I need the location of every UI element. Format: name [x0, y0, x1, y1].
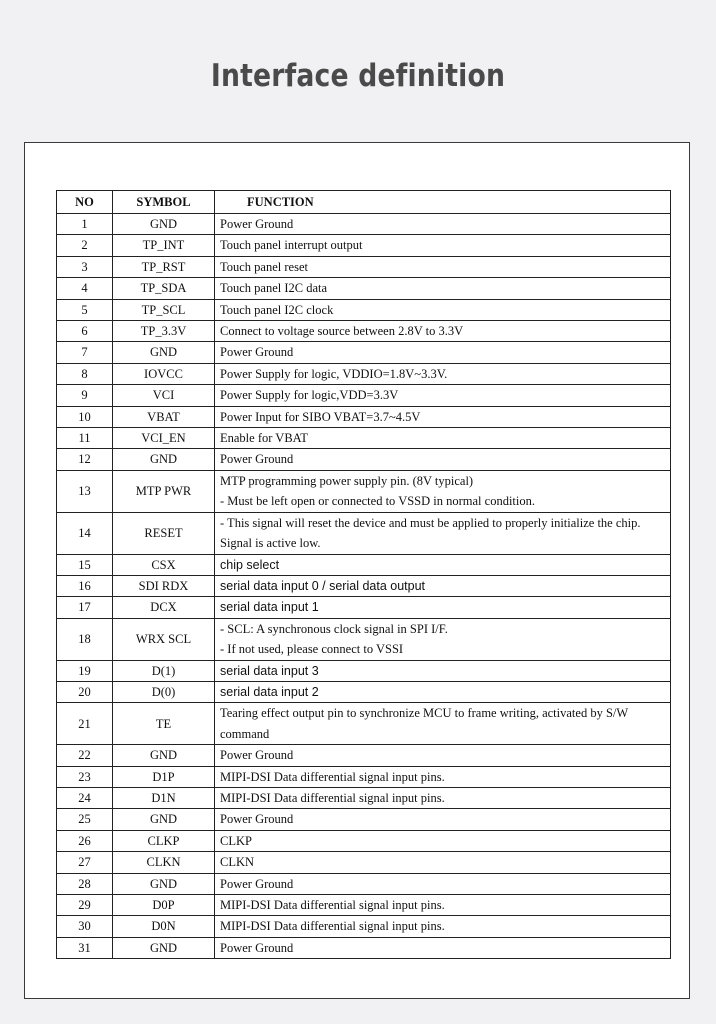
pin-function-cell [215, 681, 671, 702]
function-line: Power Supply for logic, VDDIO=1.8V~3.3V. [220, 366, 448, 381]
table-row [57, 895, 671, 916]
pin-symbol-cell: TP_RST [113, 256, 215, 277]
function-line: Touch panel interrupt output [220, 238, 363, 253]
pin-symbol-cell: CLKP [113, 830, 215, 851]
function-line: chip select [220, 557, 280, 572]
function-line: - SCL: A synchronous clock signal in SPI I/F. [220, 621, 448, 636]
header-no: NO [57, 191, 113, 214]
pin-symbol-cell: IOVCC [113, 363, 215, 384]
pin-function-cell [215, 787, 671, 808]
function-line: command [220, 726, 270, 741]
document-frame [24, 142, 690, 999]
pin-function-cell [215, 449, 671, 470]
pin-symbol-cell: RESET [113, 512, 215, 554]
header-function: FUNCTION [215, 191, 671, 214]
function-line: serial data input 3 [220, 663, 319, 678]
function-line: MIPI-DSI Data differential signal input pins. [220, 898, 445, 912]
pin-symbol-cell: TP_3.3V [113, 321, 215, 342]
pin-symbol-cell: D(1) [113, 660, 215, 681]
table-row [57, 766, 671, 787]
function-line: Power Ground [220, 217, 294, 231]
table-row [57, 512, 671, 554]
table-row [57, 681, 671, 702]
pin-number-cell: 13 [57, 470, 113, 512]
pin-number-cell: 24 [57, 787, 113, 808]
pin-function-cell [215, 512, 671, 554]
table-row [57, 214, 671, 235]
pin-symbol-cell: D0N [113, 916, 215, 937]
table-row [57, 745, 671, 766]
pin-function-cell [215, 873, 671, 894]
pin-number-cell: 30 [57, 916, 113, 937]
table-row [57, 916, 671, 937]
pin-symbol-cell: D1P [113, 766, 215, 787]
page-title: Interface definition [210, 58, 506, 94]
function-line: Power Ground [220, 940, 294, 955]
function-line: MIPI-DSI Data differential signal input pins. [220, 769, 445, 784]
table-row [57, 256, 671, 277]
pin-symbol-cell: GND [113, 937, 215, 958]
function-line: Tearing effect output pin to synchronize MCU to frame writing, activated by S/W [220, 706, 629, 721]
function-line: - Must be left open or connected to VSSD in normal condition. [220, 494, 535, 509]
table-row [57, 235, 671, 256]
pin-function-cell [215, 618, 671, 660]
pin-number-cell: 3 [57, 256, 113, 277]
pin-symbol-cell: MTP PWR [113, 470, 215, 512]
table-row [57, 470, 671, 512]
pin-function-cell [215, 766, 671, 787]
pin-symbol-cell: GND [113, 745, 215, 766]
table-row [57, 660, 671, 681]
pin-function-cell [215, 363, 671, 384]
table-row [57, 873, 671, 894]
function-line: serial data input 2 [220, 684, 319, 699]
pin-function-cell [215, 597, 671, 618]
pin-function-cell [215, 554, 671, 575]
table-body [57, 214, 671, 959]
table-row [57, 363, 671, 384]
pin-number-cell: 5 [57, 299, 113, 320]
pin-symbol-cell: CLKN [113, 852, 215, 873]
pin-number-cell: 18 [57, 618, 113, 660]
pin-symbol-cell: DCX [113, 597, 215, 618]
function-line: - If not used, please connect to VSSI [220, 642, 404, 657]
pin-function-cell [215, 470, 671, 512]
pin-symbol-cell: TP_SDA [113, 278, 215, 299]
pin-symbol-cell: VCI [113, 385, 215, 406]
pin-number-cell: 21 [57, 703, 113, 745]
function-line: Touch panel I2C clock [220, 302, 334, 317]
pin-function-cell [215, 809, 671, 830]
table-row [57, 597, 671, 618]
function-line: - This signal will reset the device and must be applied to properly initialize the chip. [220, 515, 641, 530]
pin-function-cell [215, 214, 671, 235]
table-row [57, 342, 671, 363]
table-row [57, 299, 671, 320]
function-line: CLKP [220, 833, 252, 848]
pin-symbol-cell: GND [113, 214, 215, 235]
function-line: Signal is active low. [220, 536, 321, 551]
pin-symbol-cell: TE [113, 703, 215, 745]
pin-function-cell [215, 937, 671, 958]
pin-definition-table [56, 190, 671, 959]
pin-number-cell: 9 [57, 385, 113, 406]
pin-symbol-cell: GND [113, 449, 215, 470]
pin-number-cell: 31 [57, 937, 113, 958]
pin-function-cell [215, 830, 671, 851]
pin-number-cell: 4 [57, 278, 113, 299]
pin-number-cell: 11 [57, 428, 113, 449]
table-row [57, 809, 671, 830]
function-line: Enable for VBAT [220, 431, 308, 446]
function-line: MTP programming power supply pin. (8V typical) [220, 473, 474, 488]
pin-function-cell [215, 278, 671, 299]
function-line: Touch panel I2C data [220, 281, 328, 296]
pin-symbol-cell: VCI_EN [113, 428, 215, 449]
table-row [57, 385, 671, 406]
pin-symbol-cell: GND [113, 809, 215, 830]
function-line: serial data input 1 [220, 600, 319, 615]
pin-symbol-cell: GND [113, 873, 215, 894]
function-line: MIPI-DSI Data differential signal input pins. [220, 919, 445, 934]
table-row [57, 321, 671, 342]
table-row [57, 830, 671, 851]
pin-function-cell [215, 428, 671, 449]
function-line: Power Ground [220, 345, 294, 360]
pin-function-cell [215, 299, 671, 320]
pin-function-cell [215, 703, 671, 745]
pin-function-cell [215, 406, 671, 427]
table-row [57, 703, 671, 745]
function-line: Power Supply for logic,VDD=3.3V [220, 388, 399, 403]
pin-number-cell: 17 [57, 597, 113, 618]
pin-function-cell [215, 895, 671, 916]
function-line: Power Input for SIBO VBAT=3.7~4.5V [220, 409, 421, 424]
pin-symbol-cell: D0P [113, 895, 215, 916]
function-line: Touch panel reset [220, 259, 308, 274]
pin-function-cell [215, 575, 671, 596]
function-line: serial data input 0 / serial data output [220, 578, 425, 593]
table-row [57, 937, 671, 958]
pin-symbol-cell: D(0) [113, 681, 215, 702]
table-header-row [57, 191, 671, 214]
table-row [57, 449, 671, 470]
pin-number-cell: 28 [57, 873, 113, 894]
table-row [57, 852, 671, 873]
pin-number-cell: 8 [57, 363, 113, 384]
header-symbol: SYMBOL [113, 191, 215, 214]
pin-number-cell: 26 [57, 830, 113, 851]
pin-symbol-cell: SDI RDX [113, 575, 215, 596]
pin-symbol-cell: TP_INT [113, 235, 215, 256]
pin-function-cell [215, 321, 671, 342]
function-line: Power Ground [220, 452, 294, 467]
pin-function-cell [215, 256, 671, 277]
pin-number-cell: 6 [57, 321, 113, 342]
pin-number-cell: 19 [57, 660, 113, 681]
pin-number-cell: 27 [57, 852, 113, 873]
pin-number-cell: 16 [57, 575, 113, 596]
function-line: Power Ground [220, 876, 294, 891]
pin-function-cell [215, 385, 671, 406]
pin-number-cell: 29 [57, 895, 113, 916]
function-line: MIPI-DSI Data differential signal input pins. [220, 790, 445, 805]
pin-number-cell: 20 [57, 681, 113, 702]
table-row [57, 406, 671, 427]
table-row [57, 787, 671, 808]
pin-number-cell: 15 [57, 554, 113, 575]
table-row [57, 575, 671, 596]
pin-function-cell [215, 342, 671, 363]
pin-symbol-cell: D1N [113, 787, 215, 808]
pin-symbol-cell: CSX [113, 554, 215, 575]
pin-symbol-cell: WRX SCL [113, 618, 215, 660]
pin-number-cell: 22 [57, 745, 113, 766]
pin-number-cell: 25 [57, 809, 113, 830]
pin-function-cell [215, 852, 671, 873]
pin-function-cell [215, 660, 671, 681]
pin-symbol-cell: GND [113, 342, 215, 363]
pin-number-cell: 23 [57, 766, 113, 787]
pin-function-cell [215, 745, 671, 766]
table-row [57, 554, 671, 575]
pin-number-cell: 12 [57, 449, 113, 470]
function-line: CLKN [220, 855, 255, 870]
table-row [57, 278, 671, 299]
function-line: Connect to voltage source between 2.8V to 3.3V [220, 324, 464, 339]
table-row [57, 618, 671, 660]
function-line: Power Ground [220, 812, 294, 827]
pin-symbol-cell: VBAT [113, 406, 215, 427]
pin-number-cell: 7 [57, 342, 113, 363]
pin-number-cell: 14 [57, 512, 113, 554]
pin-function-cell [215, 235, 671, 256]
function-line: Power Ground [220, 748, 294, 763]
pin-number-cell: 2 [57, 235, 113, 256]
pin-number-cell: 1 [57, 214, 113, 235]
pin-symbol-cell: TP_SCL [113, 299, 215, 320]
table-row [57, 428, 671, 449]
pin-number-cell: 10 [57, 406, 113, 427]
pin-function-cell [215, 916, 671, 937]
